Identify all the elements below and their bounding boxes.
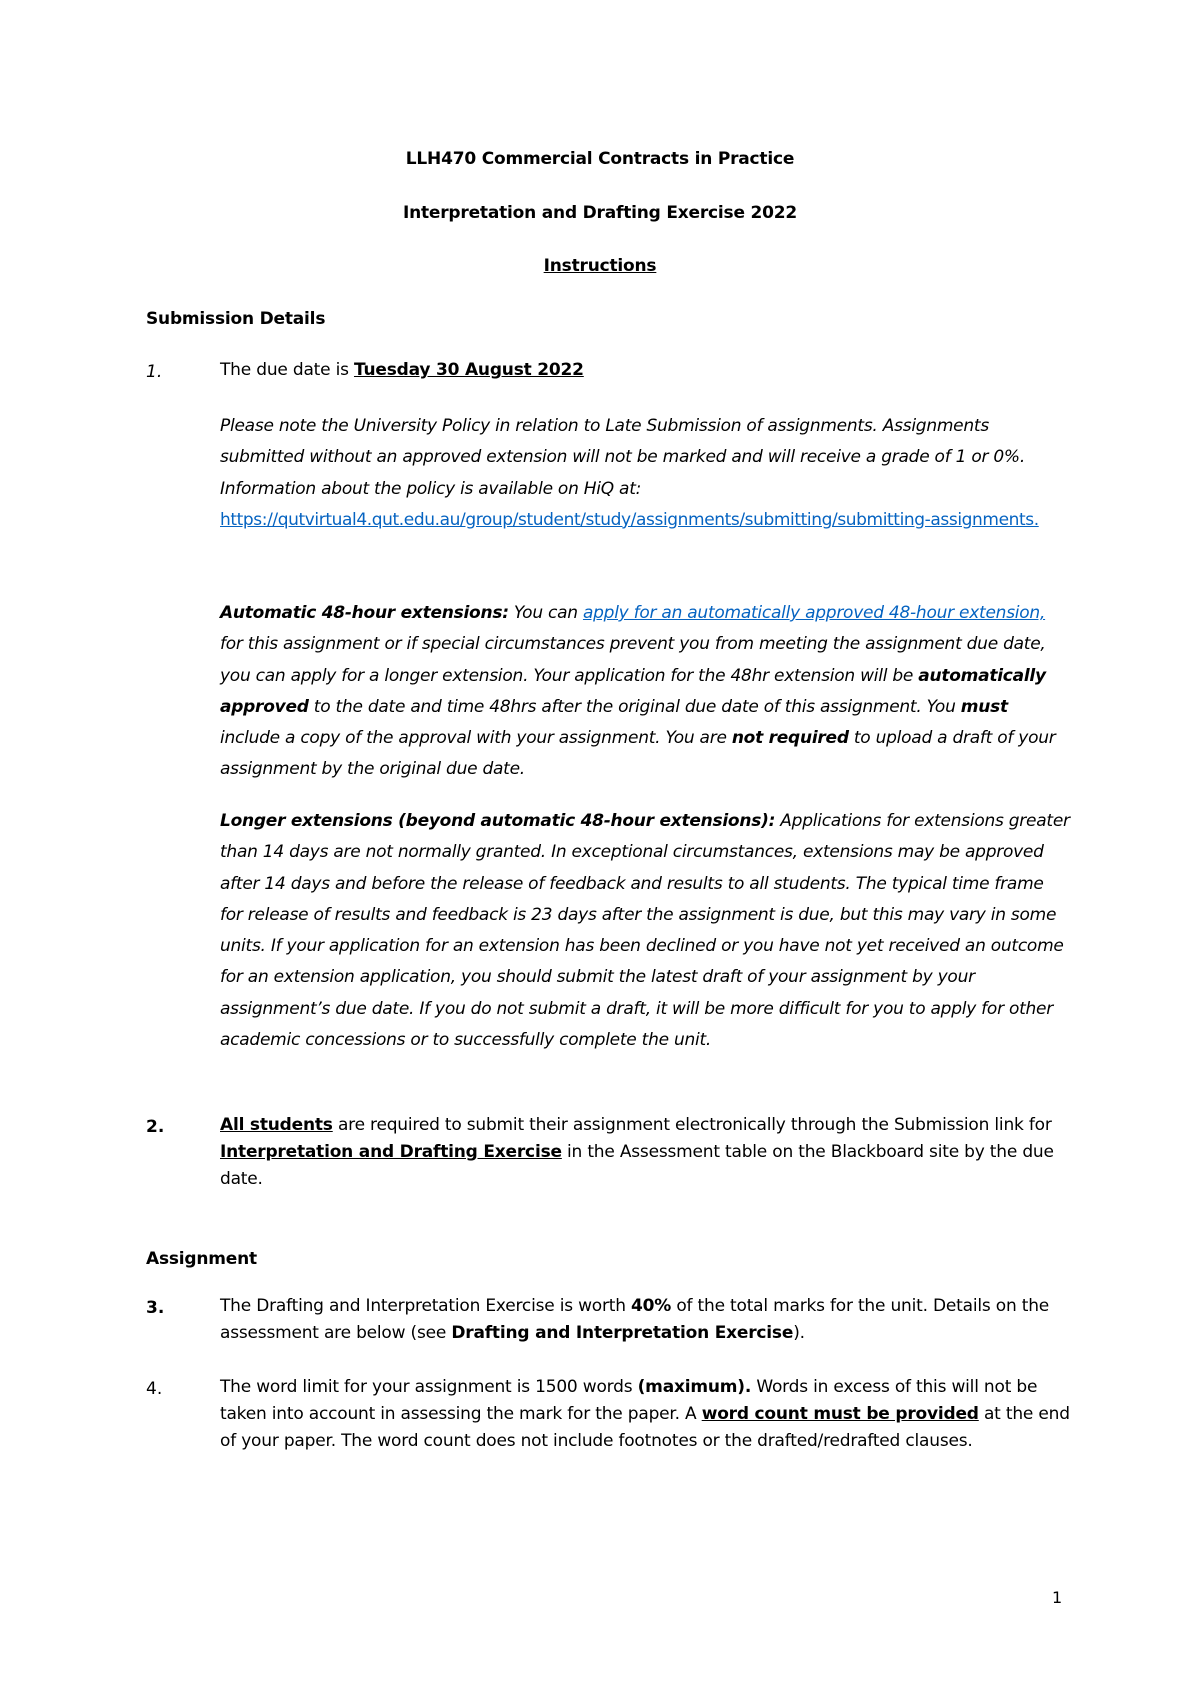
document-title: LLH470 Commercial Contracts in Practice <box>405 149 795 169</box>
item-4-text-2: Words in excess of this will not be taken into account in assessing the mark for the paper. A <box>220 1377 1038 1424</box>
word-count-requirement: word count must be provided <box>701 1404 979 1424</box>
item-3-text-2: of the total marks for the unit. Details on the assessment are below (see <box>220 1296 1050 1343</box>
item-3-text <box>220 1293 1070 1347</box>
submission-details-heading: Submission Details <box>146 309 326 329</box>
late-policy-paragraph <box>220 411 1070 536</box>
instructions-heading: Instructions <box>543 256 657 276</box>
item-2-text <box>220 1112 1070 1193</box>
item-3-bold-1: 40% <box>631 1296 672 1316</box>
longer-extension-label: Longer extensions (beyond automatic 48-hour extensions): <box>220 811 776 831</box>
auto-ext-bold-1: automatically approved <box>220 665 1046 717</box>
auto-ext-text-2: for this assignment or if special circumstances prevent you from meeting the assignment due date, you can apply for a longer extension. Your application for the 48hr extension will be <box>220 634 1046 686</box>
auto-extension-label: Automatic 48-hour extensions: <box>220 603 509 623</box>
auto-ext-text-4: include a copy of the approval with your assignment. You are <box>220 728 732 749</box>
item-2-text-2: in the Assessment table on the Blackboard site by the due date. <box>220 1142 1054 1189</box>
assignment-heading: Assignment <box>146 1249 257 1269</box>
item-3-bold-2: Drafting and Interpretation Exercise <box>451 1323 794 1343</box>
item-4-number: 4. <box>146 1379 163 1399</box>
longer-extension-text: Applications for extensions greater than 14 days are not normally granted. In exceptional circumstances, extensions may be approved after 14 days and before the release of feedback and results to all students. The typical time frame for release of results and feedback is 23 days after the assignment is due, but this may vary in some units. If your application for an extension has been declined or you have not yet received an outcome for an extension application, you should submit the latest draft of your assignment by your assignment’s due date. If you do not submit a draft, it will be more difficult for you to apply for other academic concessions or to successfully complete the unit. <box>220 811 1070 1051</box>
item-1-text <box>220 357 1070 384</box>
document-subtitle: Interpretation and Drafting Exercise 2022 <box>402 203 798 223</box>
all-students: All students <box>220 1115 333 1135</box>
item-4-text-1: The word limit for your assignment is 1500 words <box>220 1377 638 1397</box>
item-4-text <box>220 1374 1070 1455</box>
item-2-number: 2. <box>146 1117 165 1137</box>
auto-ext-text-1: You can <box>508 603 583 623</box>
item-1-pre: The due date is <box>220 360 354 380</box>
item-3-text-1: The Drafting and Interpretation Exercise is worth <box>220 1296 632 1316</box>
automatic-extension-paragraph <box>220 598 1070 786</box>
exercise-name: Interpretation and Drafting Exercise <box>220 1142 562 1162</box>
auto-ext-bold-3: not required <box>731 728 849 749</box>
item-3-text-3: ). <box>793 1323 805 1343</box>
auto-ext-text-5: to upload a draft of your assignment by the original due date. <box>220 728 1056 780</box>
longer-extension-paragraph <box>220 806 1070 1056</box>
item-2-text-1: are required to submit their assignment electronically through the Submission link for <box>332 1115 1052 1135</box>
item-4-text-3: at the end of your paper. The word count does not include footnotes or the drafted/redrafted clauses. <box>220 1404 1070 1451</box>
item-1-number: 1. <box>146 362 163 382</box>
due-date: Tuesday 30 August 2022 <box>353 360 584 380</box>
late-policy-text: Please note the University Policy in relation to Late Submission of assignments. Assignments submitted without an approved extension will not be marked and will receive a grade of 1 or 0%. Information about the policy is available on HiQ at: <box>220 416 1025 499</box>
auto-ext-bold-2: must <box>960 696 1008 717</box>
page-number: 1 <box>1052 1588 1063 1607</box>
policy-link[interactable]: https://qutvirtual4.qut.edu.au/group/student/study/assignments/submitting/submitting-assignments. <box>220 509 1039 530</box>
auto-extension-link[interactable]: apply for an automatically approved 48-hour extension, <box>582 603 1046 623</box>
auto-ext-text-3: to the date and time 48hrs after the original due date of this assignment. You <box>308 696 961 717</box>
item-4-bold-1: (maximum). <box>637 1377 752 1397</box>
item-3-number: 3. <box>146 1298 165 1318</box>
